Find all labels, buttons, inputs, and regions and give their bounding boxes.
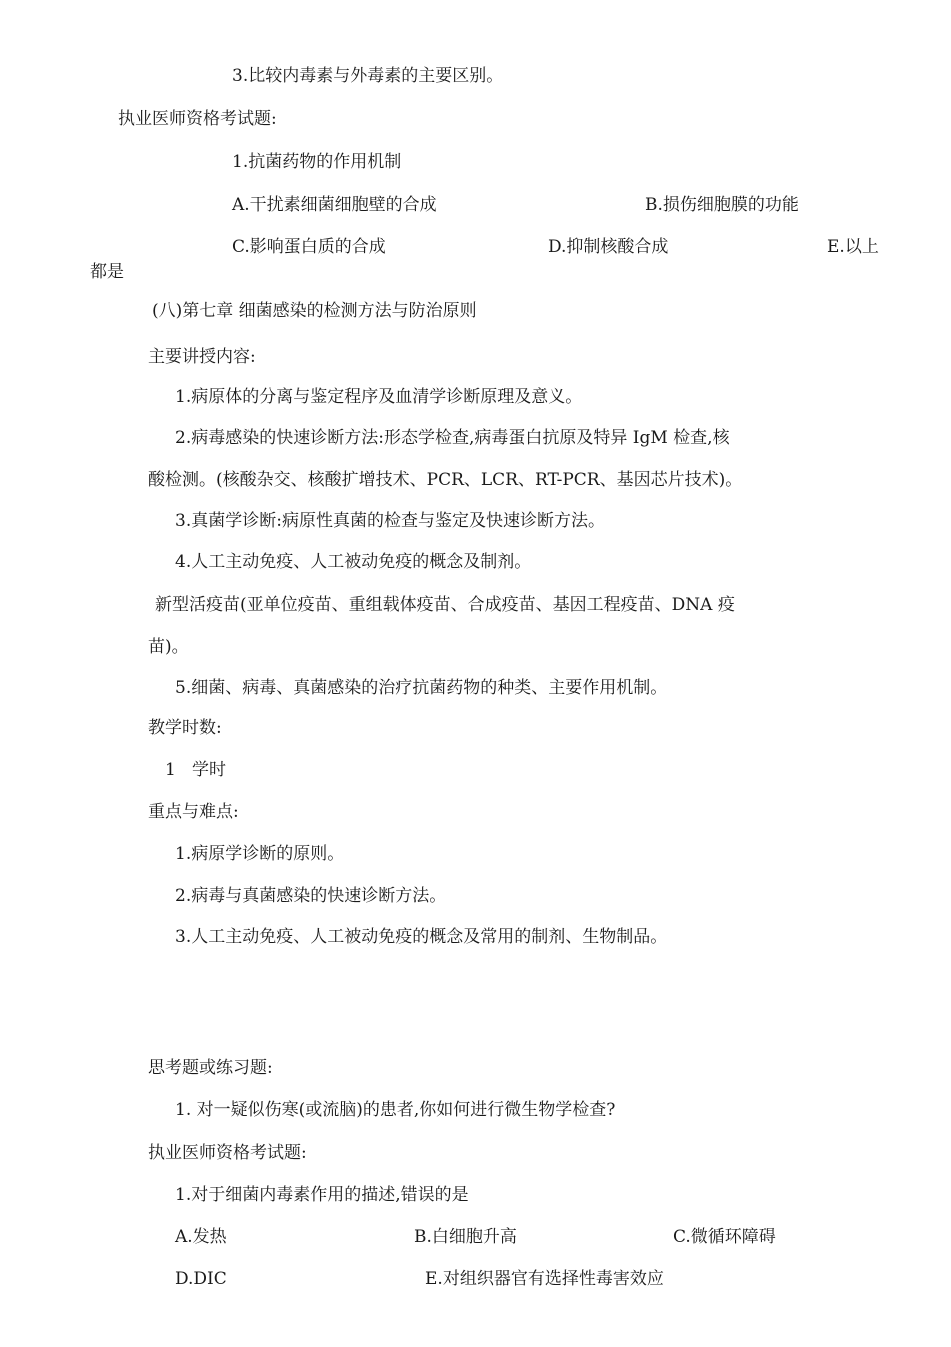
- exam-option-d: D.DIC: [175, 1269, 227, 1289]
- exam-option-a: A.发热: [175, 1227, 227, 1247]
- question-3: 3.比较内毒素与外毒素的主要区别。: [232, 66, 504, 86]
- content-item: 1.病原体的分离与鉴定程序及血清学诊断原理及意义。: [175, 387, 583, 407]
- exam-heading: 执业医师资格考试题:: [118, 109, 277, 129]
- think-heading: 思考题或练习题:: [148, 1058, 273, 1078]
- exam-option-b: B.白细胞升高: [414, 1227, 517, 1247]
- content-heading: 主要讲授内容:: [148, 347, 256, 367]
- content-item: 2.病毒感染的快速诊断方法:形态学检查,病毒蛋白抗原及特异 IgM 检查,核: [175, 428, 730, 448]
- option-d: D.抑制核酸合成: [548, 237, 669, 257]
- option-a: A.干扰素细菌细胞壁的合成: [232, 195, 437, 215]
- content-item: 3.真菌学诊断:病原性真菌的检查与鉴定及快速诊断方法。: [175, 511, 605, 531]
- key-item: 3.人工主动免疫、人工被动免疫的概念及常用的制剂、生物制品。: [175, 927, 668, 947]
- exam-option-e: E.对组织器官有选择性毒害效应: [425, 1269, 664, 1289]
- content-item: 5.细菌、病毒、真菌感染的治疗抗菌药物的种类、主要作用机制。: [175, 678, 668, 698]
- think-question-1: 1. 对一疑似伤寒(或流脑)的患者,你如何进行微生物学检查?: [175, 1100, 616, 1120]
- hours-heading: 教学时数:: [148, 718, 222, 738]
- option-e-continued: 都是: [90, 262, 124, 282]
- exam-heading-2: 执业医师资格考试题:: [148, 1143, 307, 1163]
- exam-question: 1.对于细菌内毒素作用的描述,错误的是: [175, 1185, 469, 1205]
- content-item: 苗)。: [148, 637, 189, 657]
- hours-value: 1 学时: [165, 760, 227, 780]
- exam-option-c: C.微循环障碍: [673, 1227, 776, 1247]
- exam-question-1: 1.抗菌药物的作用机制: [232, 152, 402, 172]
- option-c: C.影响蛋白质的合成: [232, 237, 386, 257]
- option-b: B.损伤细胞膜的功能: [645, 195, 799, 215]
- content-item: 4.人工主动免疫、人工被动免疫的概念及制剂。: [175, 552, 532, 572]
- option-e: E.以上: [827, 237, 879, 257]
- content-item: 酸检测。(核酸杂交、核酸扩增技术、PCR、LCR、RT-PCR、基因芯片技术)。: [148, 470, 743, 490]
- key-heading: 重点与难点:: [148, 802, 239, 822]
- content-item: 新型活疫苗(亚单位疫苗、重组载体疫苗、合成疫苗、基因工程疫苗、DNA 疫: [155, 595, 735, 615]
- chapter-title: (八)第七章 细菌感染的检测方法与防治原则: [152, 301, 477, 321]
- key-item: 1.病原学诊断的原则。: [175, 844, 345, 864]
- key-item: 2.病毒与真菌感染的快速诊断方法。: [175, 886, 447, 906]
